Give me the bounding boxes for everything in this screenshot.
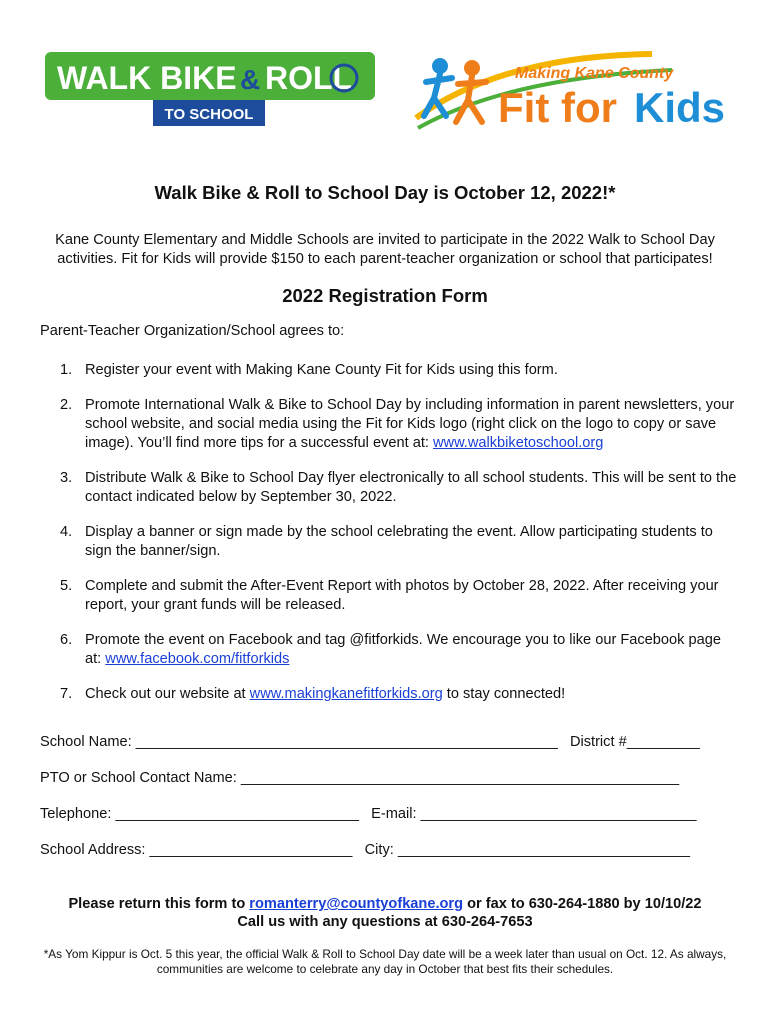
- agreement-list: [40, 361, 740, 704]
- logo-to-school-text: TO SCHOOL: [164, 106, 254, 123]
- page-title: Walk Bike & Roll to School Day is October 12, 2022!*: [154, 182, 616, 203]
- fit-for-kids-logo: [412, 48, 730, 134]
- telephone-field[interactable]: Telephone: ______________________________: [40, 806, 359, 822]
- website-link[interactable]: www.makingkanefitforkids.org: [249, 686, 443, 702]
- list-item: [40, 396, 740, 453]
- list-item: [40, 361, 740, 380]
- list-number: 6.: [60, 632, 73, 648]
- logo-kids-text: Kids: [634, 84, 726, 131]
- contact-row: [40, 770, 710, 806]
- list-item: [40, 577, 740, 615]
- list-item: [40, 469, 740, 507]
- logo-walk-bike-text: WALK BIKE: [57, 60, 237, 96]
- list-item-text: Display a banner or sign made by the school celebrating the event. Allow participating students to sign the banner/sign.: [85, 524, 713, 559]
- list-item-text: Register your event with Making Kane County Fit for Kids using this form.: [85, 362, 558, 378]
- list-item: [40, 523, 740, 561]
- list-number: 1.: [60, 362, 73, 378]
- list-item-text: Promote International Walk & Bike to School Day by including information in parent newsletters, your school website, and social media using the Fit for Kids logo (right click on the logo to copy or save image). You’ll find more tips for a successful event at:: [85, 397, 735, 451]
- list-number: 4.: [60, 524, 73, 540]
- list-item-text-after: to stay connected!: [442, 686, 566, 702]
- list-number: 3.: [60, 470, 73, 486]
- walkbiketoschool-link[interactable]: www.walkbiketoschool.org: [433, 435, 604, 451]
- email-field[interactable]: E-mail: __________________________________: [371, 806, 697, 822]
- form-title: 2022 Registration Form: [282, 285, 488, 306]
- list-number: 2.: [60, 397, 73, 413]
- school-name-row: [40, 734, 710, 770]
- list-item-text: Distribute Walk & Bike to School Day flyer electronically to all school students. This will be sent to the contact indicated below by September 30, 2022.: [85, 470, 737, 505]
- return-text-pre: Please return this form to: [68, 896, 250, 912]
- walk-bike-roll-logo: [45, 52, 375, 128]
- logo-fit-for-text: Fit for: [498, 84, 617, 131]
- list-item-text: Complete and submit the After-Event Report with photos by October 28, 2022. After receiving your report, your grant funds will be released.: [85, 578, 719, 613]
- return-email-link[interactable]: romanterry@countyofkane.org: [249, 896, 464, 912]
- district-field[interactable]: District #_________: [569, 734, 700, 750]
- questions-phone-text: Call us with any questions at 630-264-7653: [237, 914, 533, 930]
- address-row: [40, 842, 710, 878]
- return-text-post: or fax to 630-264-1880 by 10/10/22: [463, 896, 702, 912]
- list-item-text: Check out our website at: [85, 686, 250, 702]
- contact-name-field[interactable]: PTO or School Contact Name: ______________________________________________________: [40, 770, 680, 786]
- city-field[interactable]: City: ____________________________________: [364, 842, 691, 858]
- list-number: 7.: [60, 686, 73, 702]
- logo-ampersand-text: &: [240, 64, 261, 95]
- list-item: [40, 685, 740, 704]
- logo-making-kane-county-text: Making Kane County: [515, 65, 674, 82]
- school-address-field[interactable]: School Address: _________________________: [40, 842, 353, 858]
- return-instructions: [0, 895, 770, 931]
- intro-paragraph: Kane County Elementary and Middle Schools are invited to participate in the 2022 Walk to School Day activities. Fit for Kids will provide $150 to each parent-teacher organization or school that participates!: [55, 232, 715, 267]
- agrees-label: Parent-Teacher Organization/School agrees to:: [40, 323, 345, 339]
- list-number: 5.: [60, 578, 73, 594]
- registration-fields: [40, 734, 710, 878]
- logo-roll-text: ROLL: [265, 60, 353, 96]
- telephone-email-row: [40, 806, 710, 842]
- school-name-field[interactable]: School Name: ____________________________________________________: [40, 734, 558, 750]
- facebook-link[interactable]: www.facebook.com/fitforkids: [105, 651, 290, 667]
- list-item-text: Promote the event on Facebook and tag @fitforkids. We encourage you to like our Facebook page at:: [85, 632, 721, 667]
- footnote: *As Yom Kippur is Oct. 5 this year, the official Walk & Roll to School Day date will be a week later than usual on Oct. 12. As always, communities are welcome to celebrate any day in October that best fits their schedules.: [43, 947, 727, 976]
- list-item: [40, 631, 740, 669]
